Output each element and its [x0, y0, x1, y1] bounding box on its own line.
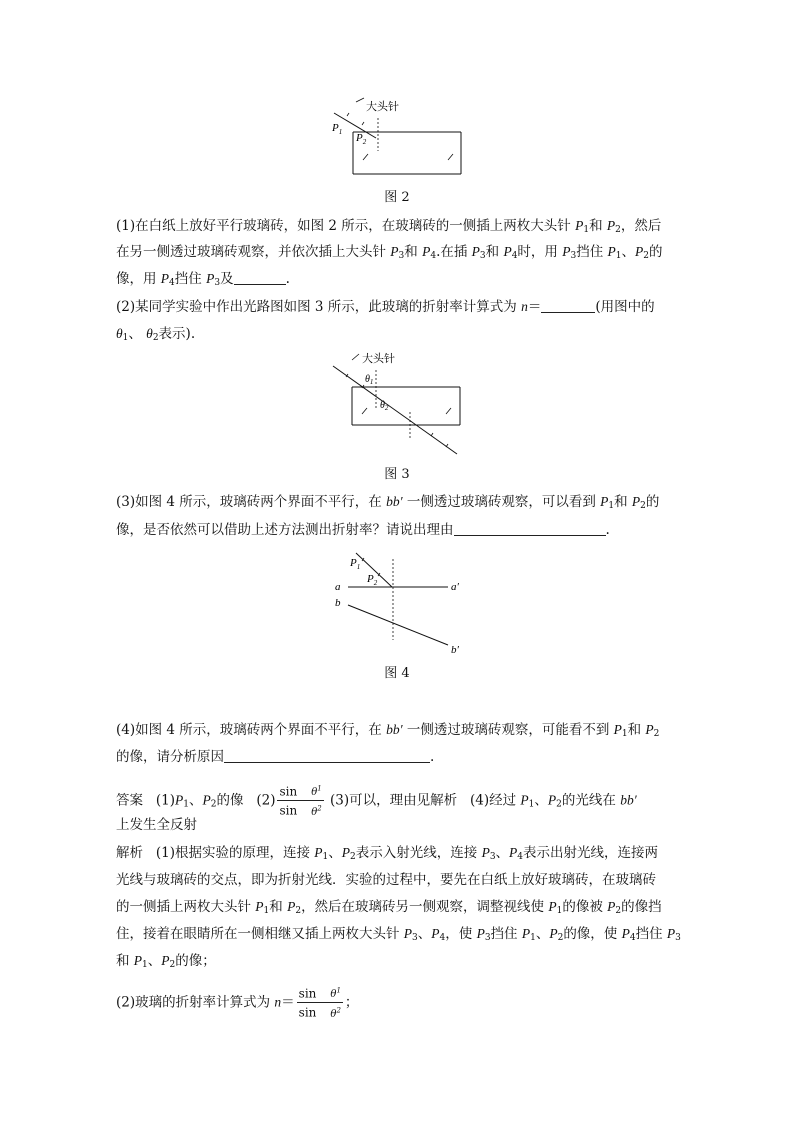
fig4-p1-label: $P_1$ — [350, 557, 361, 571]
fig3-caption: 图 3 — [384, 467, 410, 482]
fig2-p1-label: $P_1$ — [332, 122, 343, 136]
q4-line2: 的像，请分析原因 . — [116, 749, 435, 765]
q3-line1: (3)如图 4 所示，玻璃砖两个界面不平行，在 bb′ 一侧透过玻璃砖观察，可以看到 $P_1$和 $P_2$的 — [116, 494, 660, 511]
figure-2 — [320, 96, 480, 181]
fig2-caption: 图 2 — [384, 190, 410, 205]
analysis-line1: 解析 (1)根据实验的原理，连接 $P_1$、$P_2$表示入射光线，连接 $P_3$、$P_4$表示出射光线，连接两 — [116, 845, 659, 862]
fig4-b-prime-label: b′ — [451, 644, 459, 656]
figure-4 — [330, 545, 470, 657]
figure-3 — [325, 350, 465, 458]
q1-line3: 像，用 $P_4$挡住 $P_3$及 . — [116, 271, 290, 288]
analysis-label: 解析 — [116, 845, 143, 861]
q2-line1: (2)某同学实验中作出光路图如图 3 所示，此玻璃的折射率计算式为 n＝ (用图中的 — [116, 299, 655, 315]
analysis-fraction: $\frac{\sin \theta^1}{\sin \theta^2}$ — [297, 984, 343, 1022]
q2-line2: $\theta_1$、 $\theta_2$表示). — [116, 326, 196, 343]
q1-line1: (1)在白纸上放好平行玻璃砖，如图 2 所示，在玻璃砖的一侧插上两枚大头针 $P_1$和 $P_2$，然后 — [116, 218, 662, 235]
fig4-a-label: a — [335, 581, 341, 593]
analysis-line5: 和 $P_1$、$P_2$的像； — [116, 953, 216, 970]
analysis-line3: 的一侧插上两枚大头针 $P_1$和 $P_2$，然后在玻璃砖另一侧观察，调整视线使 $P_1$的像被 $P_2$的像挡 — [116, 899, 662, 916]
analysis-line2: 光线与玻璃砖的交点，即为折射光线．实验的过程中，要先在白纸上放好玻璃砖，在玻璃砖 — [116, 872, 656, 888]
fig2-pin-label: 大头针 — [366, 101, 399, 113]
fig4-p2-label: $P_2$ — [367, 573, 378, 587]
fig3-theta1-label: $\theta_1$ — [365, 374, 374, 386]
fig4-caption: 图 4 — [384, 666, 410, 681]
answer-line2: 上发生全反射 — [116, 817, 197, 833]
analysis-line4: 住，接着在眼睛所在一侧相继又插上两枚大头针 $P_3$、$P_4$，使 $P_3$挡住 $P_1$、$P_2$的像，使 $P_4$挡住 $P_3$ — [116, 926, 681, 943]
q4-answer-blank[interactable] — [224, 748, 430, 763]
q4-line1: (4)如图 4 所示，玻璃砖两个界面不平行，在 bb′ 一侧透过玻璃砖观察，可能看不到 $P_1$和 $P_2$ — [116, 722, 660, 739]
q3-line2: 像，是否依然可以借助上述方法测出折射率？请说出理由 . — [116, 522, 610, 538]
answer-label: 答案 — [116, 792, 143, 809]
q1-answer-blank[interactable] — [234, 270, 286, 285]
fig4-b-label: b — [335, 597, 341, 609]
fig2-p2-label: $P_2$ — [356, 132, 367, 146]
fig3-theta2-label: $\theta_2$ — [380, 400, 389, 412]
analysis-line6: (2)玻璃的折射率计算式为 n＝ $\frac{\sin \theta^1}{\sin \theta^2}$ ； — [116, 984, 358, 1022]
fig3-pin-label: 大头针 — [362, 353, 395, 365]
answer-line1: 答案 $(1)P_1$、$P_2$的像 (2) $\frac{\sin \theta^1}{\sin \theta^2}$ (3)可以，理由见解析 (4)经过 $P_1$、$P_2$的光线在 bb′ — [116, 782, 637, 820]
q1-line2: 在另一侧透过玻璃砖观察，并依次插上大头针 $P_3$和 $P_4$.在插 $P_3$和 $P_4$时，用 $P_3$挡住 $P_1$、$P_2$的 — [116, 244, 663, 261]
answer-fraction: $\frac{\sin \theta^1}{\sin \theta^2}$ — [277, 782, 323, 820]
q2-answer-blank[interactable] — [541, 298, 595, 313]
q3-answer-blank[interactable] — [454, 521, 606, 536]
fig4-a-prime-label: a′ — [451, 581, 459, 593]
